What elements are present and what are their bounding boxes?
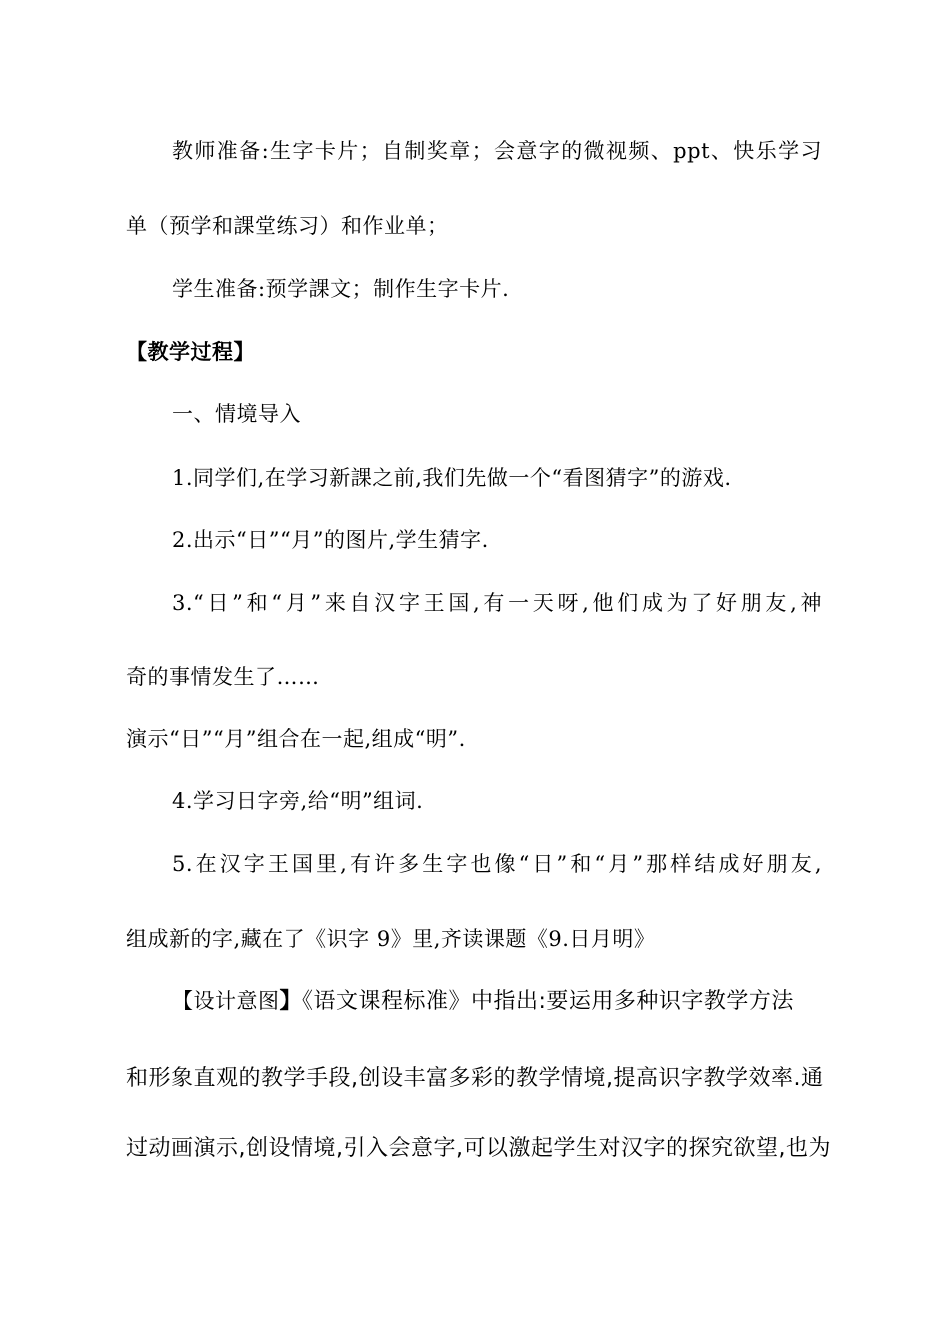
teacher-prep-line-2: 单（预学和課堂练习）和作业单；	[126, 214, 449, 238]
step-5-line-2: 组成新的字,藏在了《识字 9》里,齐读课题《9.日月明》	[126, 927, 656, 951]
demo-line: 演示“日”“月”组合在一起,组成“明”.	[126, 727, 466, 751]
student-prep: 学生准备:预学課文；制作生字卡片.	[172, 277, 510, 301]
step-3-line-2: 奇的事情发生了……	[126, 665, 320, 689]
step-1: 1.同学们,在学习新課之前,我们先做一个“看图猜字”的游戏.	[172, 466, 732, 490]
part-one-title: 一、情境导入	[172, 402, 301, 426]
design-intent-line-3: 过动画演示,创设情境,引入会意字,可以激起学生对汉字的探究欲望,也为	[126, 1136, 831, 1161]
design-intent-line-2: 和形象直观的教学手段,创设丰富多彩的教学情境,提高识字教学效率.通	[126, 1066, 824, 1091]
design-intent-text-1: 《语文课程标准》中指出:要运用多种识字教学方法	[302, 989, 794, 1014]
design-intent-label-close: 】	[279, 989, 303, 1014]
design-intent-label: 【设计意图	[172, 989, 280, 1013]
step-2: 2.出示“日”“月”的图片,学生猜字.	[172, 528, 489, 552]
teacher-prep-line-1: 教师准备:生字卡片；自制奖章；会意字的微视频、ppt、快乐学习	[172, 139, 822, 163]
section-heading: 【教学过程】	[126, 340, 255, 364]
step-5-line-1: 5.在汉字王国里,有许多生字也像“日”和“月”那样结成好朋友,	[172, 852, 822, 876]
step-4: 4.学习日字旁,给“明”组词.	[172, 789, 424, 813]
design-intent-line-1	[172, 986, 794, 1017]
step-3-line-1: 3.“日”和“月”来自汉字王国,有一天呀,他们成为了好朋友,神	[172, 591, 822, 615]
